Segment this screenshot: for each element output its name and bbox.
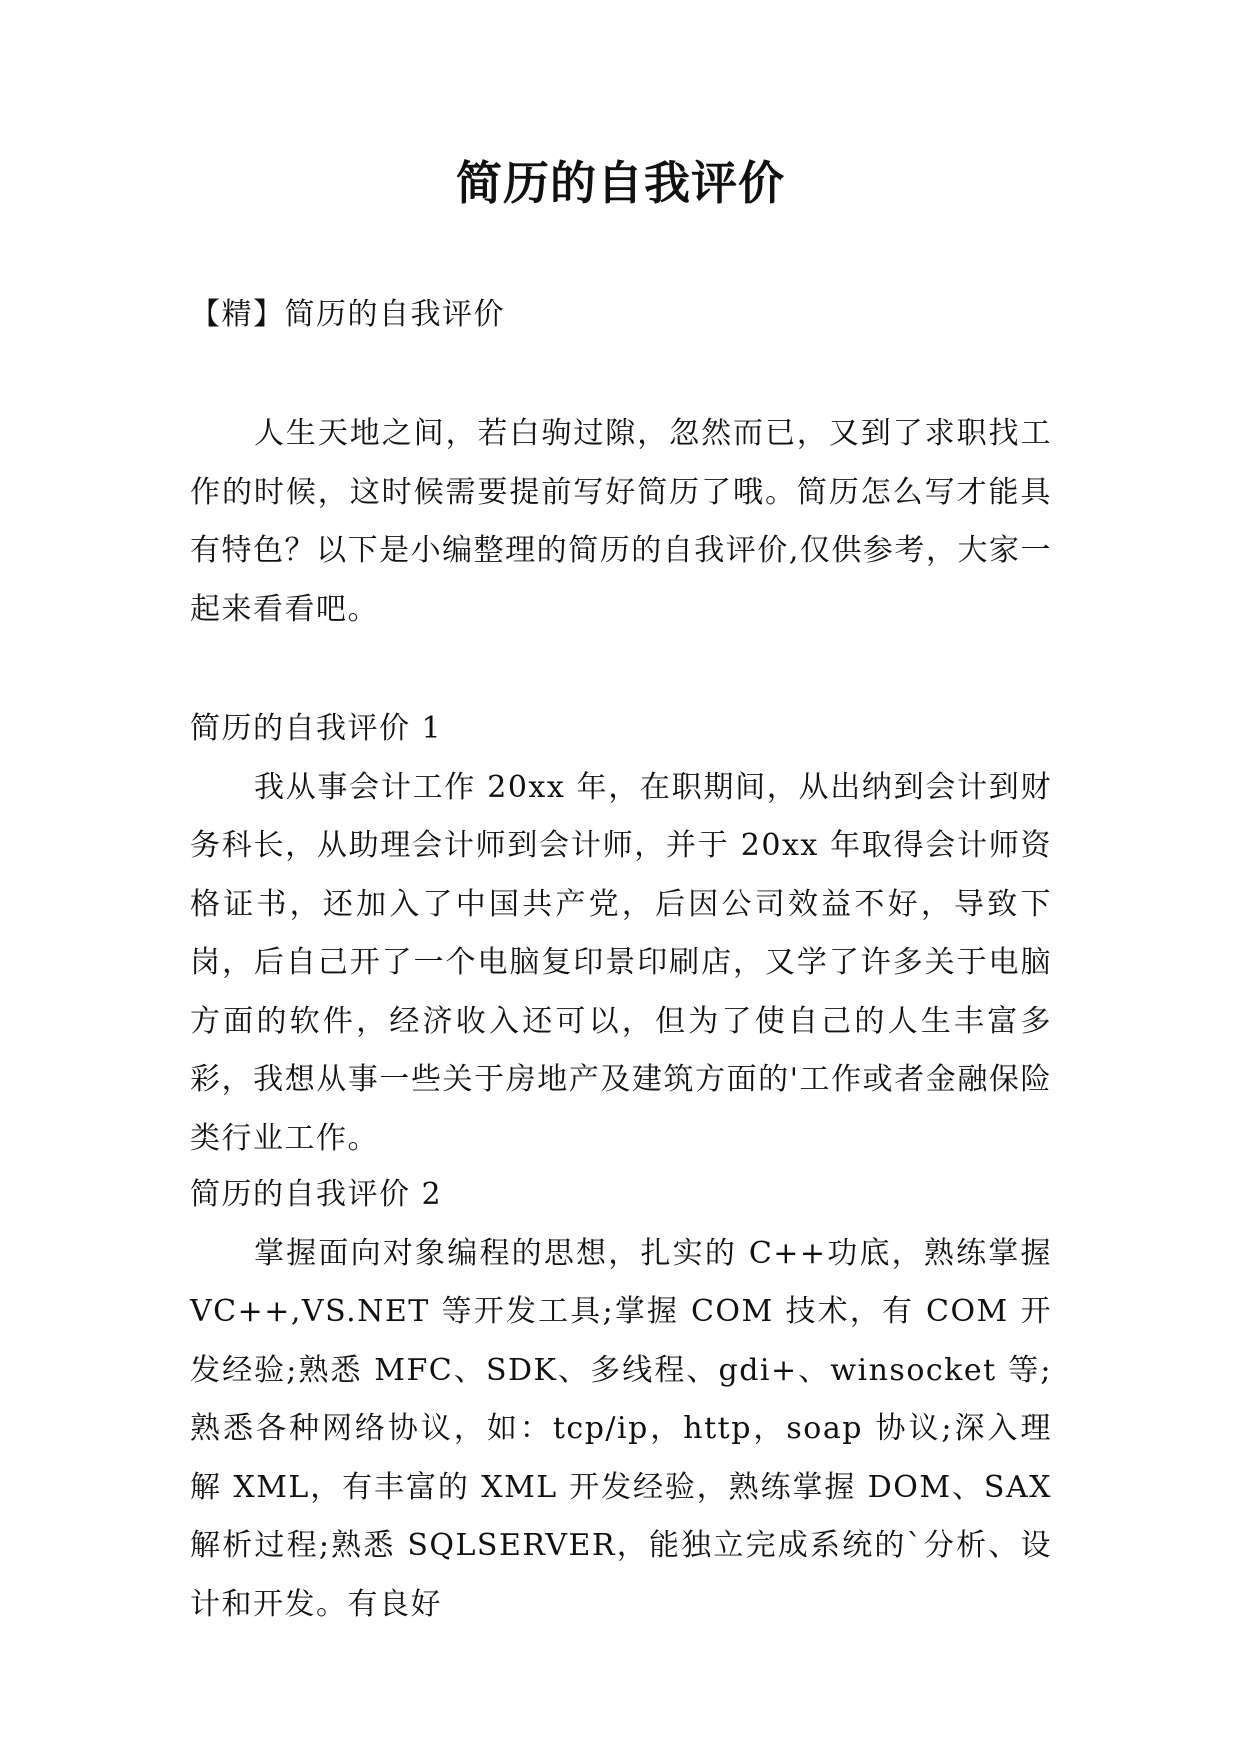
section-2-heading: 简历的自我评价 2: [190, 1177, 443, 1212]
intro-paragraph: 人生天地之间，若白驹过隙，忽然而已，又到了求职找工作的时候，这时候需要提前写好简历了哦。简历怎么写才能具有特色？以下是小编整理的简历的自我评价,仅供参考，大家一起来看看吧。: [190, 416, 1052, 627]
section-1: [190, 700, 1052, 1168]
section-2-paragraph: 掌握面向对象编程的思想，扎实的 C++功底，熟练掌握 VC++,VS.NET 等开发工具;掌握 COM 技术，有 COM 开发经验;熟悉 MFC、SDK、多线程、gdi+、winsocket 等;熟悉各种网络协议，如：tcp/ip，http，soap 协议;深入理解 XML，有丰富的 XML 开发经验，熟练掌握 DOM、SAX 解析过程;熟悉 SQLSERVER，能独立完成系统的`分析、设计和开发。有良好: [190, 1235, 1052, 1622]
document-subtitle: 【精】简历的自我评价: [190, 297, 505, 332]
document-title: 简历的自我评价: [456, 156, 785, 210]
section-2: [190, 1166, 1052, 1634]
section-1-paragraph: 我从事会计工作 20xx 年，在职期间，从出纳到会计到财务科长，从助理会计师到会计师，并于 20xx 年取得会计师资格证书，还加入了中国共产党，后因公司效益不好，导致下岗，后自己开了一个电脑复印景印刷店，又学了许多关于电脑方面的软件，经济收入还可以，但为了使自己的人生丰富多彩，我想从事一些关于房地产及建筑方面的'工作或者金融保险类行业工作。: [190, 769, 1052, 1156]
section-1-heading: 简历的自我评价 1: [190, 711, 443, 746]
